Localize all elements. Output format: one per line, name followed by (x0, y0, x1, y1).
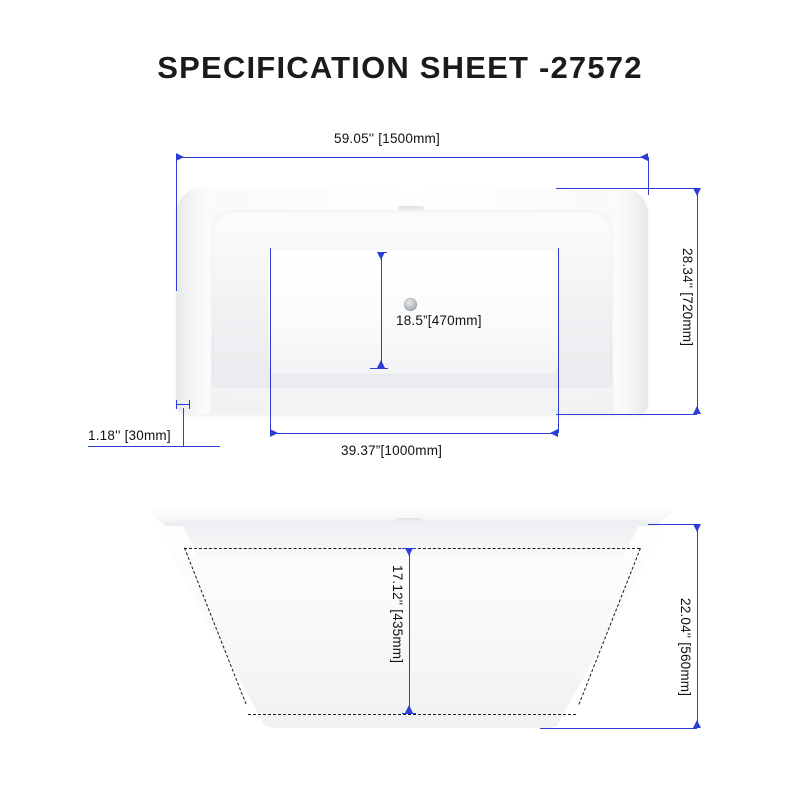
tub-basin-floor (268, 250, 558, 374)
dim-floor-width-ext-top (381, 252, 387, 253)
dim-interior-depth-arrow-bottom (405, 705, 413, 713)
dim-overall-width-ext-bottom (556, 414, 697, 415)
dim-interior-depth-ext-top (402, 548, 416, 549)
dim-overall-height-arrow-top (693, 524, 701, 532)
dim-floor-width-label: 18.5”[470mm] (396, 313, 482, 328)
dim-interior-depth-line (409, 548, 410, 713)
dim-overall-width-ext-top (556, 188, 697, 189)
interior-contour-bottom (248, 714, 576, 715)
page-title: SPECIFICATION SHEET -27572 (157, 50, 643, 85)
dim-overall-height-line (697, 524, 698, 728)
dim-wall-thickness-underline (88, 446, 220, 447)
dim-floor-length-ext-left (270, 248, 271, 433)
dim-wall-thickness-tick-h (176, 404, 190, 405)
dim-overall-length-label: 59.05'' [1500mm] (334, 131, 440, 146)
dim-floor-length-arrow-right (550, 429, 558, 437)
dim-floor-length-ext-right (558, 248, 559, 433)
dim-overall-length-ext-left (176, 157, 177, 291)
dim-overall-width-label: 28.34'' [720mm] (680, 248, 695, 347)
dim-overall-length-line (176, 157, 648, 158)
dim-overall-width-line (697, 188, 698, 414)
dim-floor-length-label: 39.37”[1000mm] (341, 443, 443, 458)
dim-floor-width-arrow-top (377, 252, 385, 260)
dim-overall-height-arrow-bottom (693, 720, 701, 728)
dim-floor-length-line (270, 433, 558, 434)
bathtub-front-view (150, 506, 672, 728)
dim-floor-width-arrow-bottom (377, 360, 385, 368)
dim-overall-width-arrow-top (693, 188, 701, 196)
front-overflow-slot (396, 518, 422, 523)
drain-icon (404, 298, 417, 311)
dim-overall-length-ext-right (648, 157, 649, 195)
dim-overall-length-arrow-left (176, 153, 184, 161)
dim-wall-thickness-label: 1.18'' [30mm] (88, 428, 171, 443)
dim-overall-height-ext-bottom (540, 728, 697, 729)
dim-interior-depth-arrow-top (405, 548, 413, 556)
dim-wall-thickness-leader (183, 408, 184, 446)
dim-floor-width-line (381, 252, 382, 368)
dim-wall-thickness-tick-v2 (189, 400, 190, 409)
overflow-slot (398, 206, 424, 211)
dim-overall-height-label: 22.04'' [560mm] (678, 598, 693, 697)
dim-overall-length-arrow-right (640, 153, 648, 161)
dim-overall-width-arrow-bottom (693, 406, 701, 414)
dim-floor-length-arrow-left (270, 429, 278, 437)
dim-overall-height-ext-top (648, 524, 697, 525)
dim-interior-depth-ext-bottom (402, 713, 416, 714)
dim-interior-depth-label: 17.12'' [435mm] (390, 565, 405, 664)
bathtub-top-view (176, 188, 648, 414)
dim-wall-thickness-tick-v1 (176, 400, 177, 409)
dim-floor-width-ext-bottom (370, 368, 388, 369)
